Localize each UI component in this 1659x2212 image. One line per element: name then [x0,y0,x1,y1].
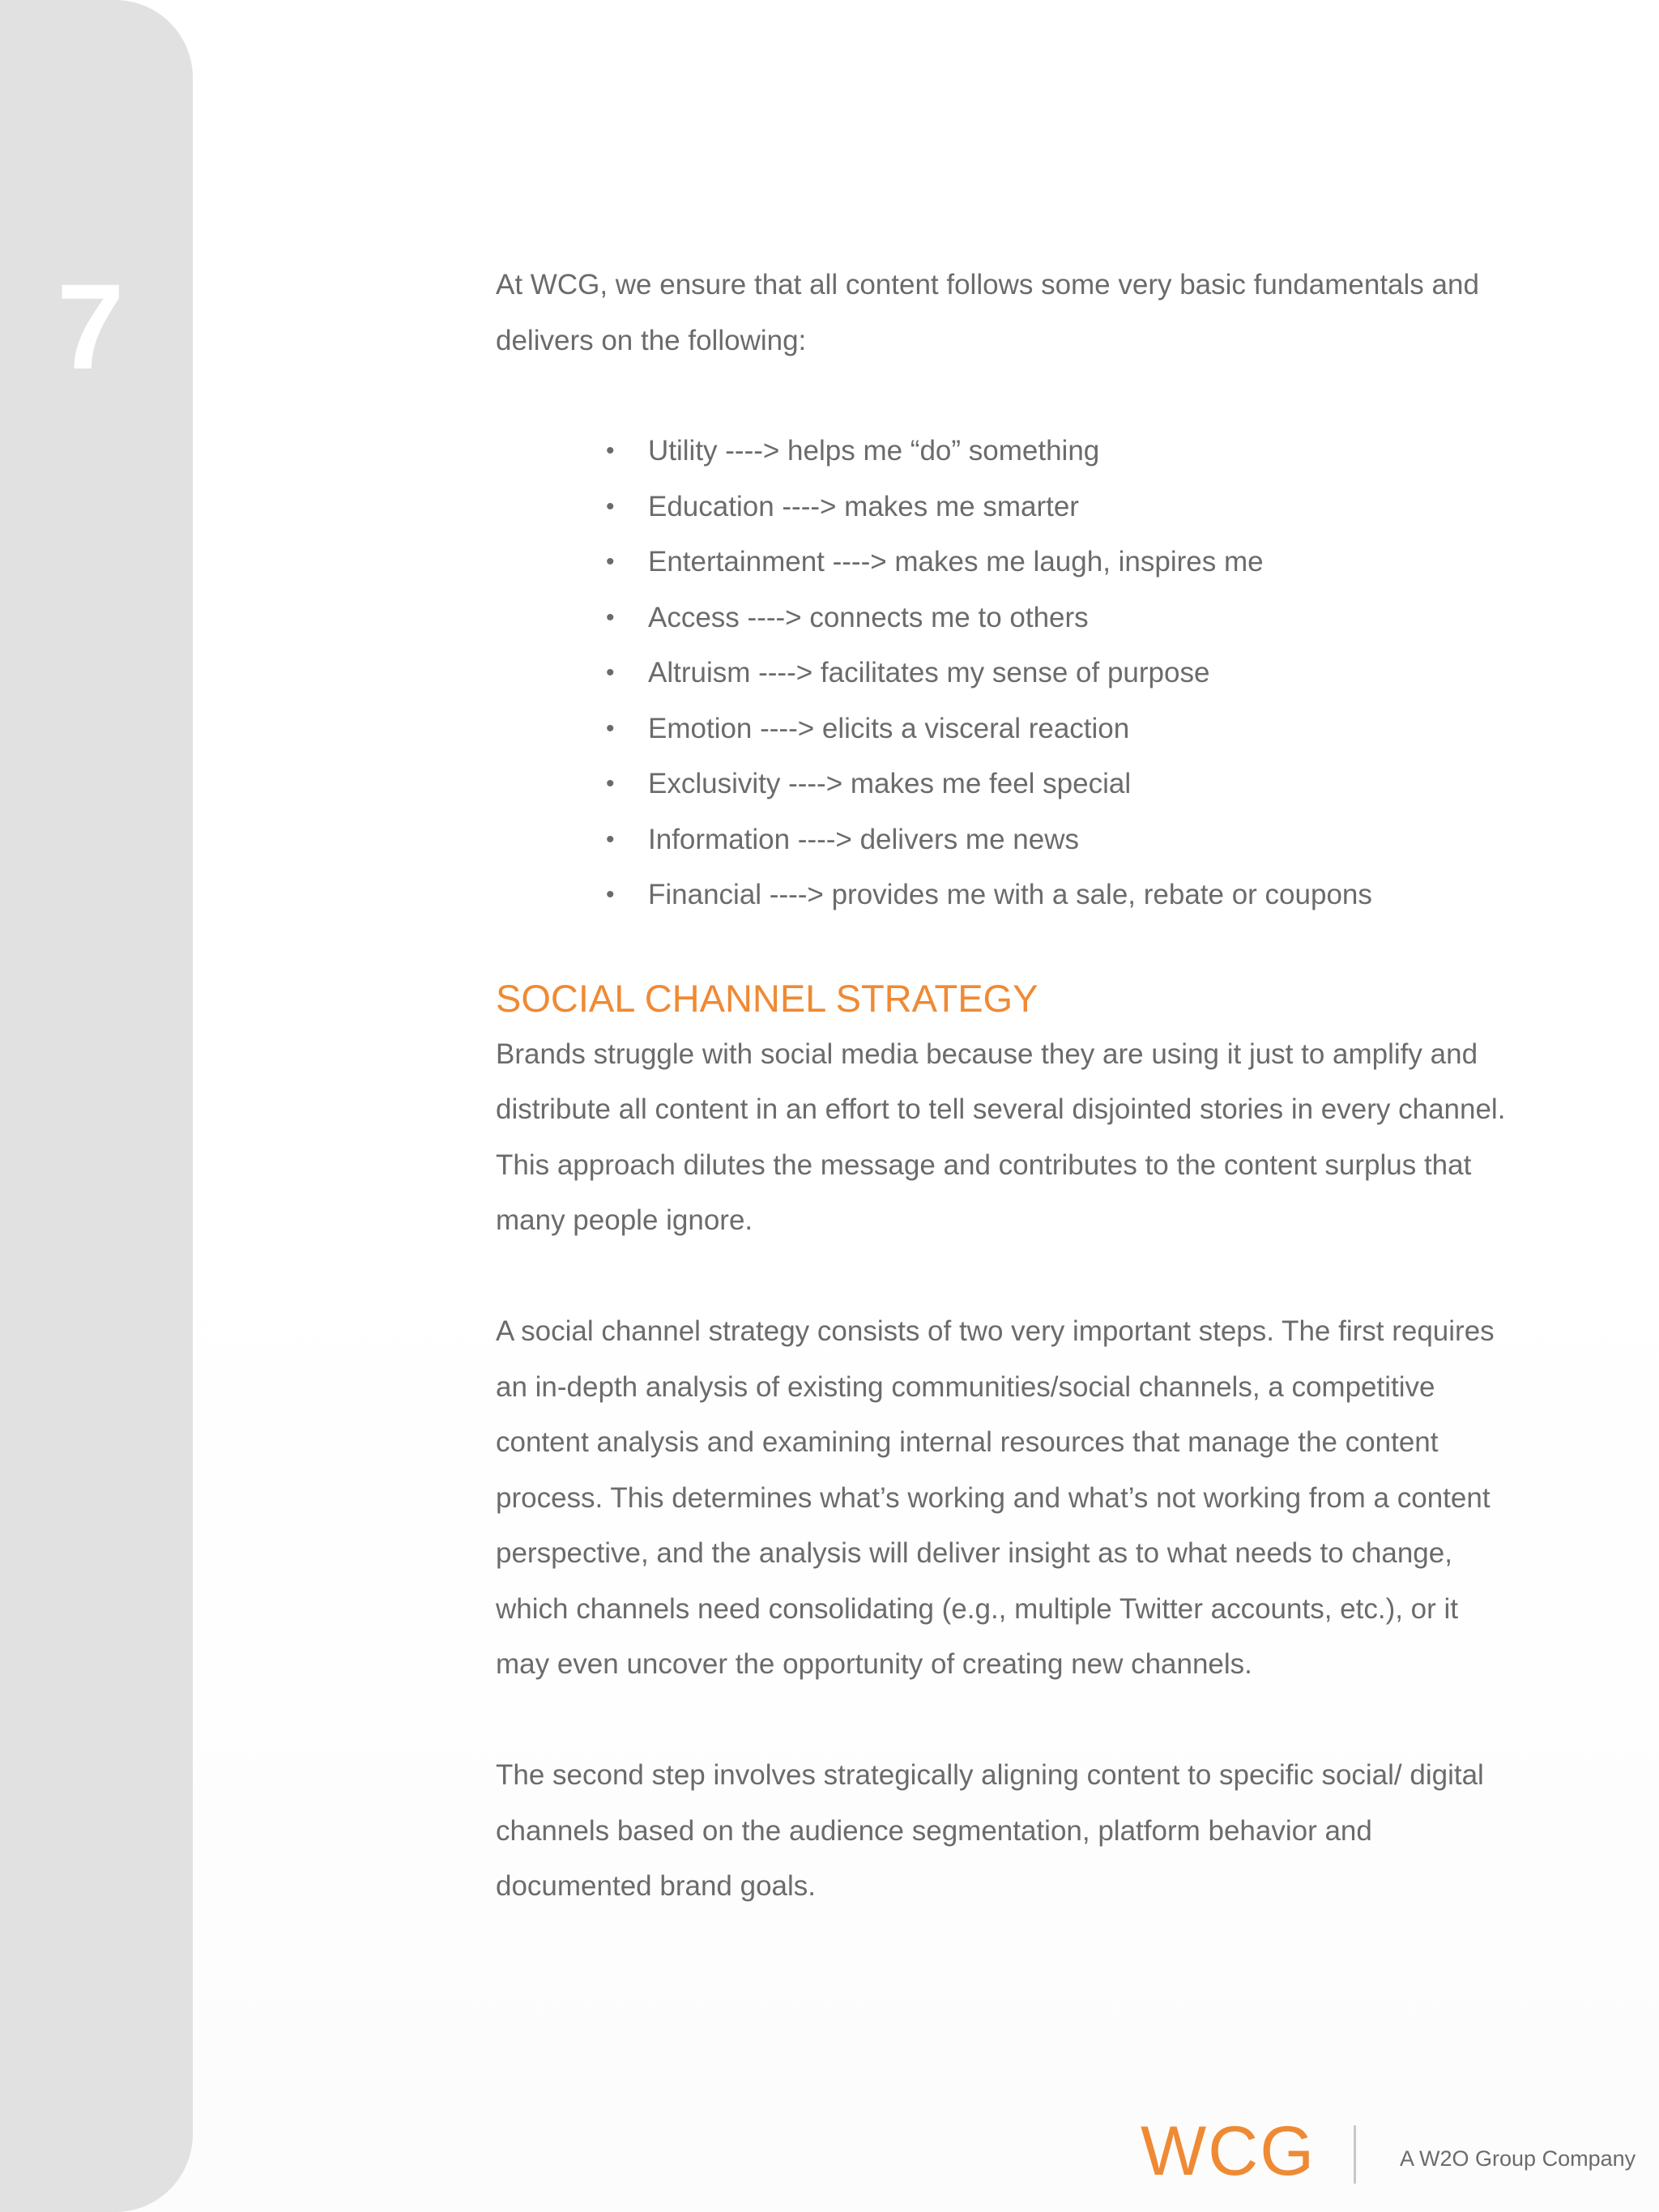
list-item-text: Emotion ----> elicits a visceral reaction [648,712,1130,744]
bullet-icon: • [606,714,615,742]
list-item [606,424,1508,479]
list-item [606,757,1508,812]
list-item [606,646,1508,701]
footer-tagline: A W2O Group Company [1400,2146,1636,2171]
list-item [606,701,1508,757]
list-item-text: Financial ----> provides me with a sale, rebate or coupons [648,879,1372,910]
main-content [496,258,1508,1915]
page-number: 7 [57,258,125,394]
body-paragraph: A social channel strategy consists of two very important steps. The first requires an in-depth analysis of existing communities/social channels, a competitive content analysis and examining internal resources that manage the content process. This determines what’s working and what’s not working from a content perspective, and the analysis will deliver insight as to what needs to change, which channels need consolidating (e.g., multiple Twitter accounts, etc.), or it may even uncover the opportunity of creating new channels. [496,1315,1495,1680]
list-item [606,867,1508,923]
bullet-icon: • [606,437,615,464]
section-heading: SOCIAL CHANNEL STRATEGY [496,976,1038,1020]
fundamentals-list [496,424,1508,923]
bullet-icon: • [606,881,615,908]
body-paragraph: Brands struggle with social media because they are using it just to amplify and distribute all content in an effort to tell several disjointed stories in every channel. This approach dilutes the message and contributes to the content surplus that many people ignore. [496,1038,1506,1236]
list-item-text: Education ----> makes me smarter [648,490,1079,522]
intro-paragraph: At WCG, we ensure that all content follows some very basic fundamentals and delivers on the following: [496,269,1479,356]
list-item [606,812,1508,868]
wcg-logo: WCG [1141,2112,1316,2190]
list-item-text: Access ----> connects me to others [648,601,1089,633]
list-item-text: Utility ----> helps me “do” something [648,435,1100,467]
list-item-text: Altruism ----> facilitates my sense of purpose [648,657,1210,688]
bullet-icon: • [606,825,615,853]
page-side-tab [0,0,193,2212]
bullet-icon: • [606,659,615,686]
body-paragraph: The second step involves strategically aligning content to specific social/ digital channels based on the audience segmentation, platform behavior and documented brand goals. [496,1759,1484,1902]
list-item-text: Entertainment ----> makes me laugh, inspires me [648,546,1264,578]
list-item [606,479,1508,535]
list-item-text: Exclusivity ----> makes me feel special [648,768,1132,799]
list-item [606,590,1508,646]
list-item [606,535,1508,590]
bullet-icon: • [606,492,615,520]
bullet-icon: • [606,603,615,631]
list-item-text: Information ----> delivers me news [648,823,1079,855]
footer-divider [1354,2125,1356,2184]
bullet-icon: • [606,548,615,575]
bullet-icon: • [606,770,615,797]
